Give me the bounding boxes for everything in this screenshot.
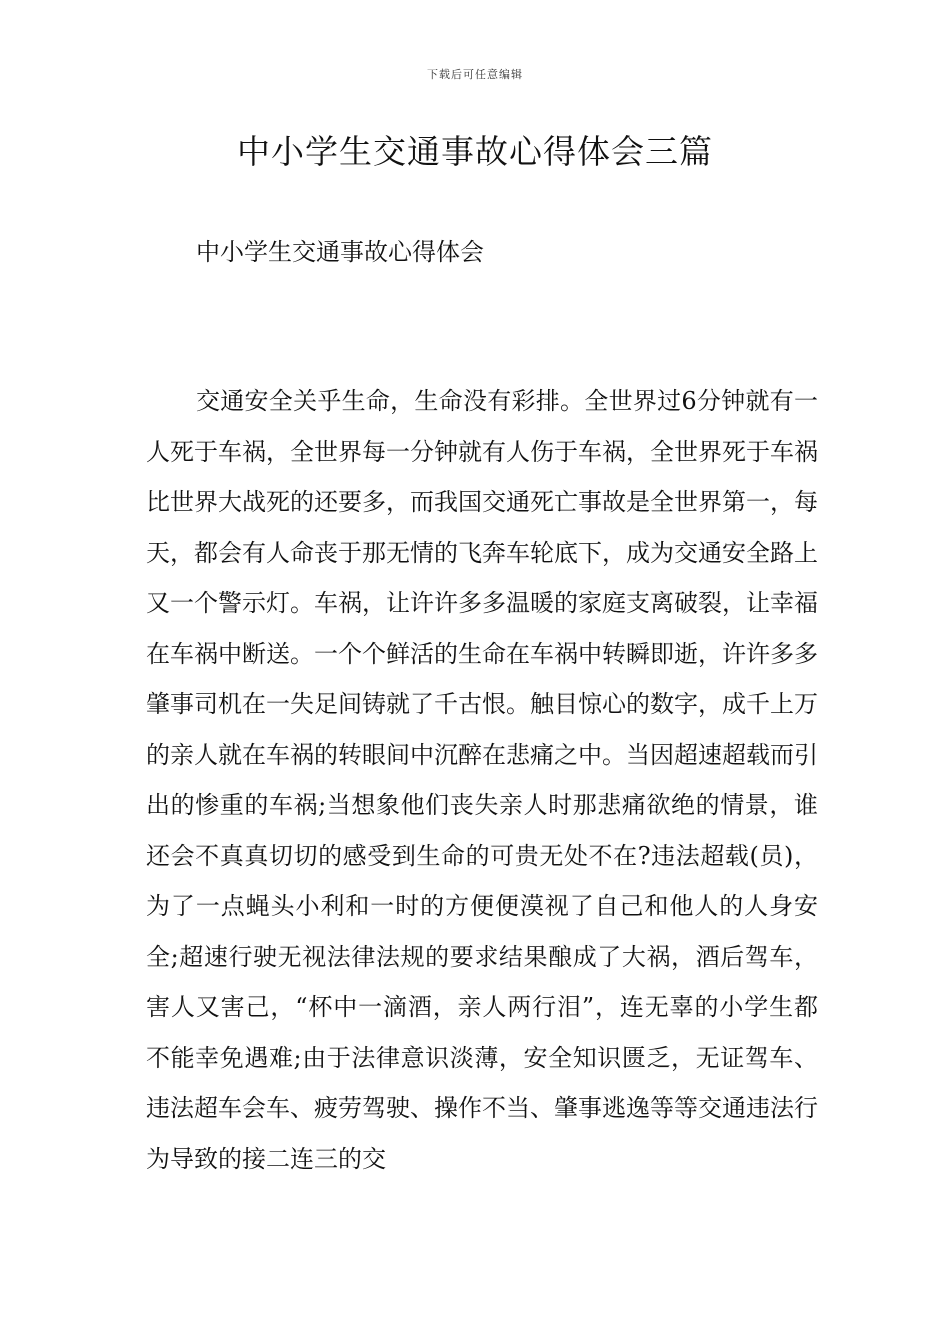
section-subtitle: 中小学生交通事故心得体会 <box>196 238 484 266</box>
header-note: 下载后可任意编辑 <box>427 68 523 81</box>
document-title: 中小学生交通事故心得体会三篇 <box>237 132 713 171</box>
body-paragraph: 交通安全关乎生命，生命没有彩排。全世界过6分钟就有一人死于车祸，全世界每一分钟就有人伤于车祸，全世界死于车祸比世界大战死的还要多，而我国交通死亡事故是全世界第一，每天，都会有人命丧于那无情的飞奔车轮底下，成为交通安全路上又一个警示灯。车祸，让许许多多温暖的家庭支离破裂，让幸福在车祸中断送。一个个鲜活的生命在车祸中转瞬即逝，许许多多肇事司机在一失足间铸就了千古恨。触目惊心的数字，成千上万的亲人就在车祸的转眼间中沉醉在悲痛之中。当因超速超载而引出的惨重的车祸;当想象他们丧失亲人时那悲痛欲绝的情景，谁还会不真真切切的感受到生命的可贵无处不在?违法超载(员)，为了一点蝇头小利和一时的方便便漠视了自己和他人的人身安全;超速行驶无视法律法规的要求结果酿成了大祸，酒后驾车，害人又害己，“杯中一滴酒，亲人两行泪”，连无辜的小学生都不能幸免遇难;由于法律意识淡薄，安全知识匮乏，无证驾车、违法超车会车、疲劳驾驶、操作不当、肇事逃逸等等交通违法行为导致的接二连三的交 <box>146 387 818 1173</box>
